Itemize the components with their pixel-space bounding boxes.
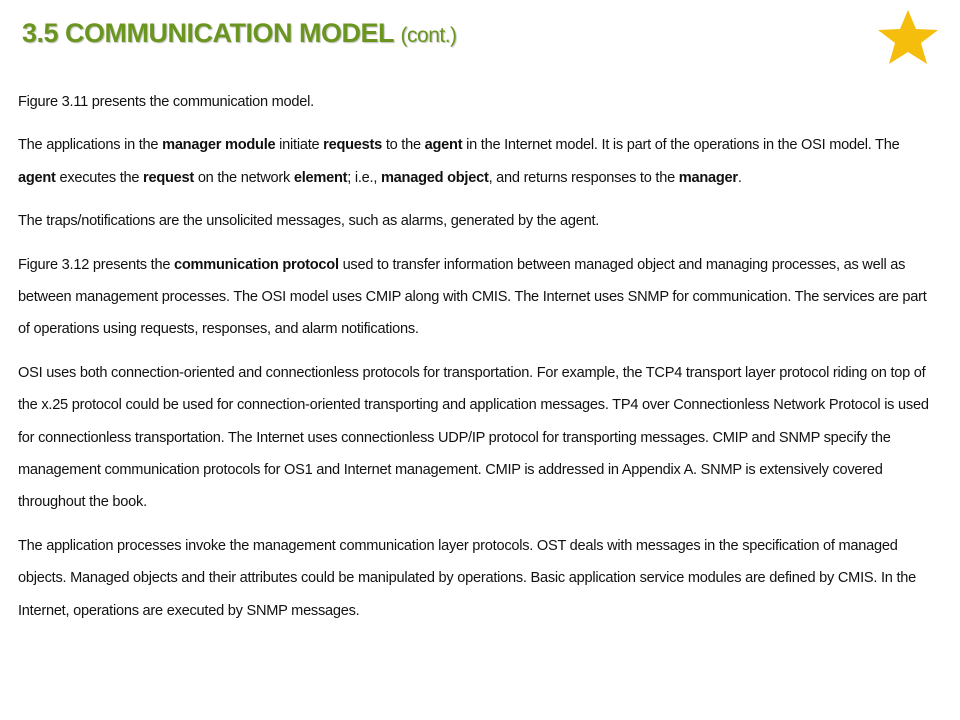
bold-term: element bbox=[293, 169, 348, 186]
text-segment: The traps/notifications are the unsolicited messages, such as alarms, generated by the agent. bbox=[18, 213, 600, 230]
text-segment: Figure 3.12 presents the bbox=[18, 256, 174, 273]
bold-term: manager module bbox=[162, 137, 276, 154]
text-segment: initiate bbox=[275, 137, 324, 154]
slide-title bbox=[22, 18, 457, 49]
title-text: 3.5 COMMUNICATION MODEL bbox=[22, 18, 394, 48]
paragraph bbox=[18, 129, 933, 194]
text-segment: used to transfer information between managed object and managing processes, as well as between management processes. The OSI model uses CMIP along with CMIS. The Internet uses SNMP for communication. The services are part of operations using requests, responses, and alarm notifications. bbox=[18, 256, 927, 338]
paragraph bbox=[18, 357, 933, 519]
paragraph bbox=[18, 249, 933, 346]
bold-term: agent bbox=[424, 137, 463, 154]
title-suffix: (cont.) bbox=[400, 24, 457, 47]
text-segment: . bbox=[737, 169, 742, 186]
paragraph bbox=[18, 205, 933, 237]
text-segment: The applications in the bbox=[18, 137, 163, 154]
star-icon bbox=[874, 8, 942, 66]
bold-term: agent bbox=[18, 169, 56, 186]
text-segment: Figure 3.11 presents the communication model. bbox=[18, 94, 314, 110]
bold-term: communication protocol bbox=[174, 256, 339, 273]
bold-term: request bbox=[143, 169, 195, 186]
bold-term: manager bbox=[678, 169, 738, 186]
text-segment: OSI uses both connection-oriented and connectionless protocols for transportation. For example, the TCP4 transport layer protocol riding on top of the x.25 protocol could be used for connection-oriented transporting and application messages. TP4 over Connectionless Network Protocol is used for connectionless transportation. The Internet uses connectionless UDP/IP protocol for transporting messages. CMIP and SNMP specify the management communication protocols for OS1 and Internet management. CMIP is addressed in Appendix A. SNMP is extensively covered throughout the book. bbox=[18, 364, 929, 511]
paragraph bbox=[18, 86, 933, 118]
text-segment: on the network bbox=[194, 169, 294, 186]
text-segment: executes the bbox=[55, 169, 144, 186]
text-segment: The application processes invoke the management communication layer protocols. OST deals with messages in the specification of managed objects. Managed objects and their attributes could be manipulated by operations. Basic application service modules are defined by CMIS. In the Internet, operations are executed by SNMP messages. bbox=[18, 537, 916, 619]
text-segment: in the Internet model. It is part of the operations in the OSI model. The bbox=[462, 137, 900, 154]
text-segment: , and returns responses to the bbox=[488, 169, 679, 186]
text-segment: ; i.e., bbox=[347, 169, 381, 186]
bold-term: requests bbox=[323, 137, 383, 154]
paragraph bbox=[18, 530, 933, 627]
bold-term: managed object bbox=[380, 169, 489, 186]
slide-body bbox=[18, 86, 933, 638]
text-segment: to the bbox=[382, 137, 425, 154]
